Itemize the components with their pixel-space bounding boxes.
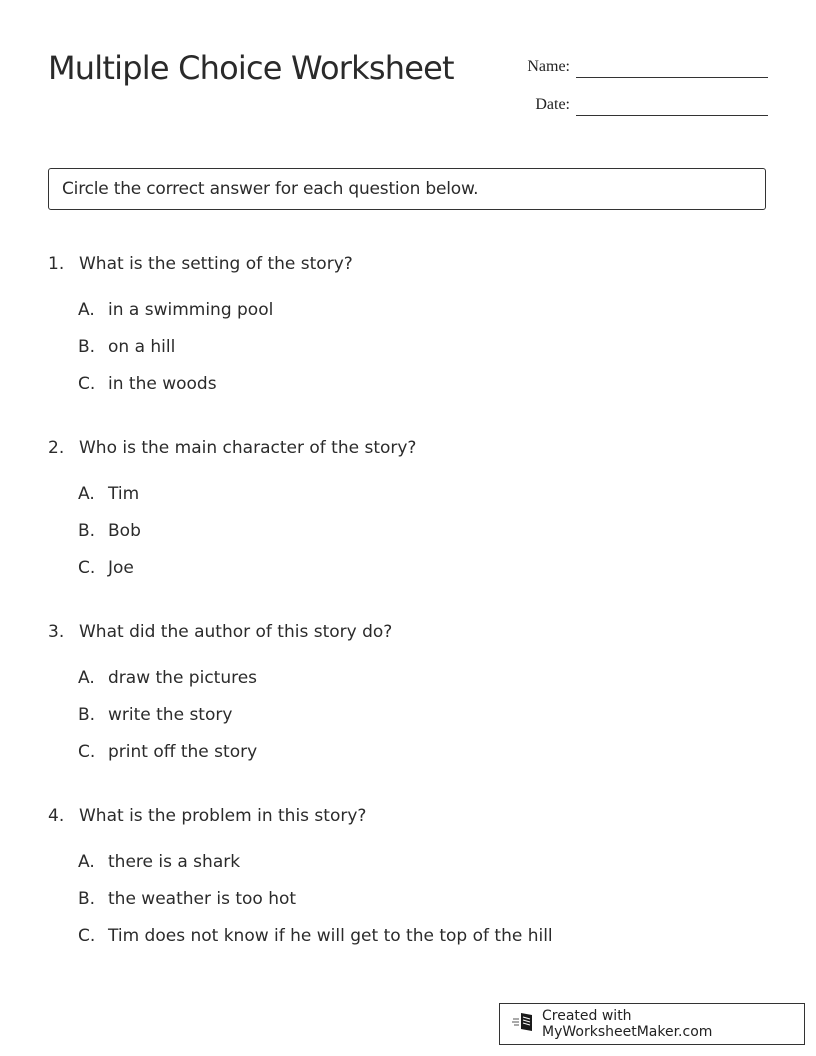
question-3 xyxy=(48,621,392,778)
option-text: Tim xyxy=(108,484,140,504)
option-c[interactable] xyxy=(78,373,353,410)
question-text: What is the problem in this story? xyxy=(79,806,367,826)
option-a[interactable] xyxy=(78,483,416,520)
option-letter: C. xyxy=(78,926,96,946)
question-number: 1. xyxy=(48,254,65,274)
option-letter: B. xyxy=(78,889,96,909)
name-line[interactable] xyxy=(576,77,768,78)
question-4 xyxy=(48,805,553,962)
option-text: in the woods xyxy=(108,374,217,394)
footer-text: Created with MyWorksheetMaker.com xyxy=(542,1008,713,1040)
option-a[interactable] xyxy=(78,299,353,336)
question-1 xyxy=(48,253,353,410)
footer-credit[interactable] xyxy=(499,1003,805,1045)
option-text: print off the story xyxy=(108,742,258,762)
question-number: 2. xyxy=(48,438,65,458)
option-text: there is a shark xyxy=(108,852,241,872)
option-text: the weather is too hot xyxy=(108,889,297,909)
option-text: Tim does not know if he will get to the top of the hill xyxy=(108,926,553,946)
question-number: 4. xyxy=(48,806,65,826)
question-2 xyxy=(48,437,416,594)
option-b[interactable] xyxy=(78,704,392,741)
date-label: Date: xyxy=(535,96,570,113)
date-line[interactable] xyxy=(576,115,768,116)
option-c[interactable] xyxy=(78,925,553,962)
option-letter: B. xyxy=(78,705,96,725)
option-letter: B. xyxy=(78,521,96,541)
option-text: on a hill xyxy=(108,337,176,357)
option-a[interactable] xyxy=(78,667,392,704)
worksheet-maker-logo-icon xyxy=(512,1011,542,1037)
option-a[interactable] xyxy=(78,851,553,888)
name-label: Name: xyxy=(527,58,570,75)
option-letter: C. xyxy=(78,374,96,394)
option-text: in a swimming pool xyxy=(108,300,274,320)
option-c[interactable] xyxy=(78,557,416,594)
option-letter: C. xyxy=(78,558,96,578)
instructions-box: Circle the correct answer for each question below. xyxy=(48,168,766,210)
option-letter: C. xyxy=(78,742,96,762)
option-letter: A. xyxy=(78,484,95,504)
question-text: What is the setting of the story? xyxy=(79,254,353,274)
question-number: 3. xyxy=(48,622,65,642)
option-c[interactable] xyxy=(78,741,392,778)
page-title: Multiple Choice Worksheet xyxy=(48,49,454,87)
option-letter: A. xyxy=(78,668,95,688)
option-b[interactable] xyxy=(78,336,353,373)
option-letter: A. xyxy=(78,300,95,320)
option-text: draw the pictures xyxy=(108,668,258,688)
option-letter: B. xyxy=(78,337,96,357)
option-text: Joe xyxy=(108,558,134,578)
option-letter: A. xyxy=(78,852,95,872)
option-b[interactable] xyxy=(78,520,416,557)
option-b[interactable] xyxy=(78,888,553,925)
date-field[interactable] xyxy=(500,92,768,116)
question-text: Who is the main character of the story? xyxy=(79,438,417,458)
option-text: Bob xyxy=(108,521,141,541)
option-text: write the story xyxy=(108,705,233,725)
name-field[interactable] xyxy=(500,54,768,78)
question-text: What did the author of this story do? xyxy=(79,622,393,642)
